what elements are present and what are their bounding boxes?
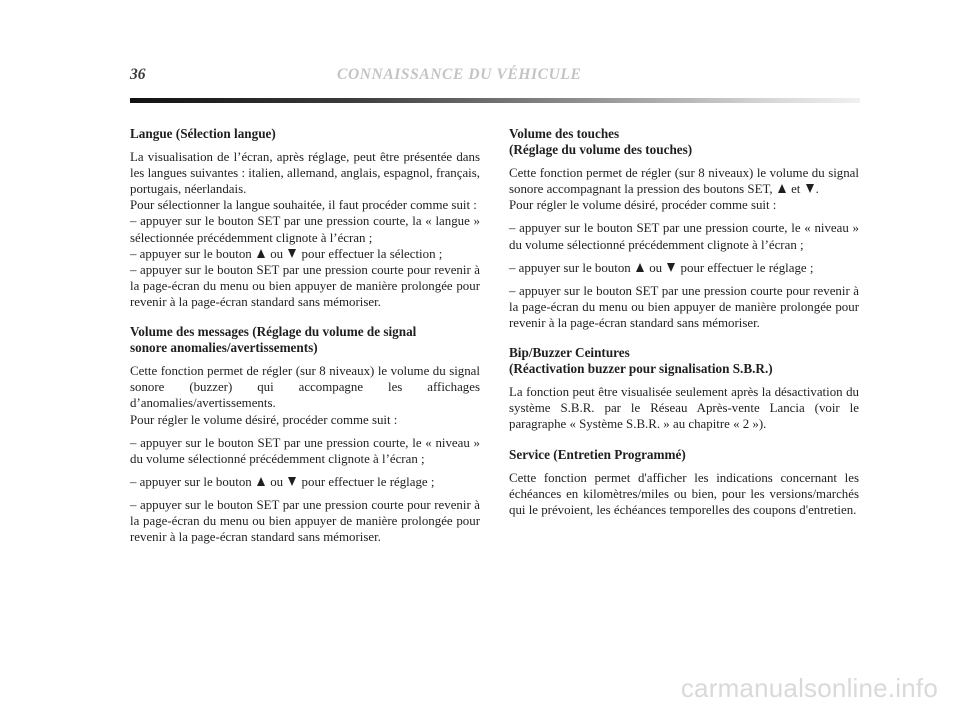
messages-heading-line-2: sonore anomalies/avertissements) — [130, 340, 318, 356]
service-heading: Service (Entretien Programmé) — [509, 446, 686, 462]
langue-text-1: La visualisation de l’écran, après réglage, peut être présentée dans les langues suivantes : italien, allemand, anglais, espagnol, français, portugais, néerlandais. — [130, 150, 480, 197]
up-arrow-icon — [636, 263, 644, 272]
down-arrow-icon — [288, 249, 296, 258]
down-arrow-icon — [667, 263, 675, 272]
watermark-text: carmanualsonline.info — [680, 673, 938, 703]
langue-text-2: Pour sélectionner la langue souhaitée, il faut procéder comme suit : — [130, 198, 477, 213]
touches-text-1-et: et — [791, 182, 801, 197]
messages-text-1: Cette fonction permet de régler (sur 8 niveaux) le volume du signal sonore (buzzer) qui accompagne les affichages d’anomalies/avertissements. — [130, 364, 480, 411]
touches-paragraph-1 — [509, 165, 859, 213]
messages-paragraph-5: – appuyer sur le bouton SET par une pression courte pour revenir à la page-écran du menu ou bien appuyer de manière prolongée pour revenir à la page-écran standard sans mémoriser. — [130, 497, 480, 545]
bip-heading-line-2: (Réactivation buzzer pour signalisation S.B.R.) — [509, 361, 773, 377]
langue-paragraph-1 — [130, 149, 480, 310]
messages-heading — [130, 324, 480, 356]
touches-text-4a: – appuyer sur le bouton — [509, 260, 631, 275]
langue-heading: Langue (Sélection langue) — [130, 126, 276, 141]
touches-text-1a: Cette fonction permet de régler (sur 8 niveaux) le volume du signal sonore accompagnant la pression des boutons SET, — [509, 166, 859, 197]
up-arrow-icon — [778, 184, 786, 193]
bip-heading-line-1: Bip/Buzzer Ceintures — [509, 345, 630, 361]
service-paragraph-1: Cette fonction permet d'afficher les indications concernant les échéances en kilomètres/miles ou bien, pour les versions/marchés qui le prévoient, les échéances temporelles des coupons d'entretien. — [509, 470, 859, 517]
bip-heading — [509, 345, 859, 377]
messages-paragraph-1 — [130, 363, 480, 427]
messages-paragraph-4 — [130, 474, 480, 490]
touches-text-4-ou: ou — [649, 260, 663, 275]
langue-text-4a: – appuyer sur le bouton — [130, 246, 252, 261]
header-rule — [130, 98, 860, 103]
touches-heading — [509, 126, 859, 158]
messages-text-4b: pour effectuer le réglage ; — [301, 474, 435, 489]
messages-paragraph-3: – appuyer sur le bouton SET par une pression courte, le « niveau » du volume sélectionné précédemment clignote à l’écran ; — [130, 435, 480, 466]
langue-text-4-ou: ou — [270, 246, 284, 261]
messages-heading-line-1: Volume des messages (Réglage du volume de signal — [130, 324, 417, 340]
section-title: CONNAISSANCE DU VÉHICULE — [337, 66, 582, 83]
touches-heading-line-1: Volume des touches — [509, 126, 620, 141]
touches-heading-line-2: (Réglage du volume des touches) — [509, 142, 693, 158]
messages-text-4-ou: ou — [270, 474, 284, 489]
langue-text-5: – appuyer sur le bouton SET par une pression courte pour revenir à la page-écran du menu ou bien appuyer de manière prolongée pour revenir à la page-écran standard sans mémoriser. — [130, 262, 480, 309]
down-arrow-icon — [806, 184, 814, 193]
left-column — [130, 126, 480, 552]
touches-text-1b: . — [815, 182, 819, 197]
up-arrow-icon — [257, 477, 265, 486]
touches-paragraph-5: – appuyer sur le bouton SET par une pression courte pour revenir à la page-écran du menu ou bien appuyer de manière prolongée pour revenir à la page-écran standard sans mémoriser. — [509, 283, 859, 330]
page-number: 36 — [130, 66, 146, 83]
up-arrow-icon — [257, 249, 265, 258]
langue-text-4b: pour effectuer la sélection ; — [301, 246, 443, 261]
bip-paragraph-1: La fonction peut être visualisée seulement après la désactivation du système S.B.R. par le Réseau Après-vente Lancia (voir le paragraphe « Système S.B.R. » au chapitre « 2 »). — [509, 385, 859, 432]
down-arrow-icon — [288, 477, 296, 486]
touches-paragraph-4 — [509, 260, 859, 276]
right-column — [509, 126, 859, 525]
langue-text-3: – appuyer sur le bouton SET par une pression courte, la « langue » sélectionnée précédemment clignote à l’écran ; — [130, 214, 480, 245]
messages-text-2: Pour régler le volume désiré, procéder comme suit : — [130, 412, 398, 427]
touches-text-2: Pour régler le volume désiré, procéder comme suit : — [509, 198, 777, 213]
messages-text-4a: – appuyer sur le bouton — [130, 474, 252, 489]
touches-text-4b: pour effectuer le réglage ; — [680, 260, 814, 275]
page-header — [130, 66, 860, 88]
touches-paragraph-3: – appuyer sur le bouton SET par une pression courte, le « niveau » du volume sélectionné précédemment clignote à l’écran ; — [509, 221, 859, 252]
